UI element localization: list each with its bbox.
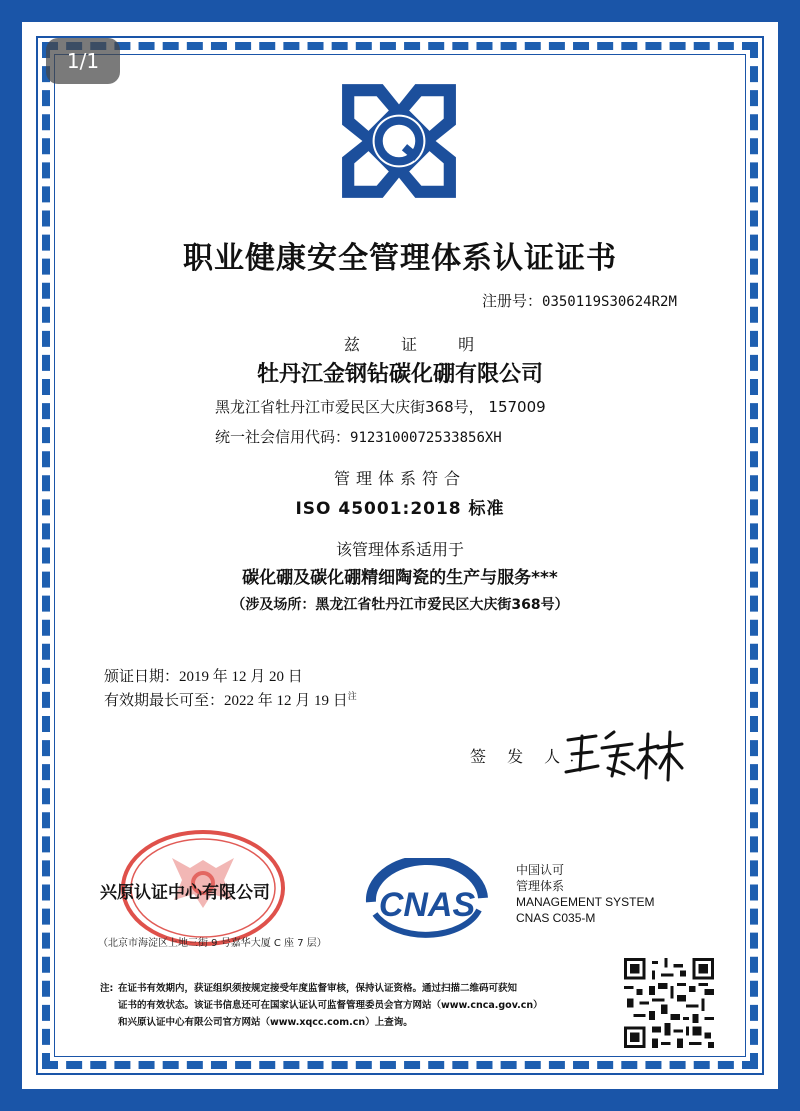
certification-body-logo — [338, 80, 460, 202]
credit-code — [215, 426, 502, 447]
company-name: 牡丹江金钢钻碳化硼有限公司 — [256, 362, 543, 387]
accreditation-line3: MANAGEMENT SYSTEM — [516, 895, 655, 909]
issuer-address: （北京市海淀区上地三街 9 号嘉华大厦 C 座 7 层） — [98, 938, 327, 949]
valid-until-label: 有效期最长可至： — [104, 693, 225, 709]
footnote — [100, 980, 600, 1031]
certification-scope: 碳化硼及碳化硼精细陶瓷的生产与服务*** — [242, 568, 558, 588]
certificate-title: 职业健康安全管理体系认证证书 — [183, 241, 617, 276]
accreditation-line4: CNAS C035-M — [516, 911, 596, 925]
credit-code-label: 统一社会信用代码： — [215, 428, 351, 446]
registration-number — [482, 290, 677, 311]
qr-code[interactable] — [624, 958, 714, 1048]
cnas-logo-text: CNAS — [378, 886, 476, 924]
accreditation-text — [516, 862, 654, 926]
standard-name: ISO 45001:2018 标准 — [295, 499, 505, 519]
issue-date — [104, 665, 303, 686]
footnote-label: 注: — [100, 983, 114, 994]
company-address: 黑龙江省牡丹江市爱民区大庆街368号， 157009 — [215, 398, 546, 416]
certify-this-heading: 兹 证 明 — [343, 335, 493, 354]
accreditation-line2: 管理体系 — [516, 879, 565, 893]
registration-label: 注册号： — [482, 292, 543, 310]
issue-date-label: 颁证日期： — [104, 669, 180, 685]
footnote-line1: 在证书有效期内，获证组织须按规定接受年度监督审核，保持认证资格。通过扫描二维码可获知 — [118, 983, 518, 994]
conformity-text: 管理体系符合 — [333, 469, 466, 488]
credit-code-value: 9123100072533856XH — [350, 430, 502, 446]
accreditation-line1: 中国认可 — [516, 863, 565, 877]
issue-date-value: 2019 年 12 月 20 日 — [179, 669, 303, 685]
valid-until-date — [104, 689, 357, 710]
footnote-line3: 和兴原认证中心有限公司官方网站（www.xqcc.com.cn）上查询。 — [118, 1017, 413, 1028]
certification-site: （涉及场所：黑龙江省牡丹江市爱民区大庆街368号） — [231, 597, 569, 613]
cnas-logo — [355, 858, 499, 942]
valid-until-value: 2022 年 12 月 19 日 — [224, 693, 348, 709]
footnote-line2: 证书的有效状态。该证书信息还可在国家认证认可监督管理委员会官方网站（www.cnca.gov.cn） — [118, 1000, 543, 1011]
page-indicator: 1/1 — [46, 38, 120, 84]
applies-text: 该管理体系适用于 — [335, 540, 464, 559]
registration-value: 0350119S30624R2M — [542, 294, 677, 310]
issuer-name: 兴原认证中心有限公司 — [100, 883, 270, 903]
valid-note-mark: 注 — [347, 691, 357, 701]
signer-label: 签 发 人： — [470, 747, 593, 766]
handwritten-signature — [562, 726, 686, 786]
